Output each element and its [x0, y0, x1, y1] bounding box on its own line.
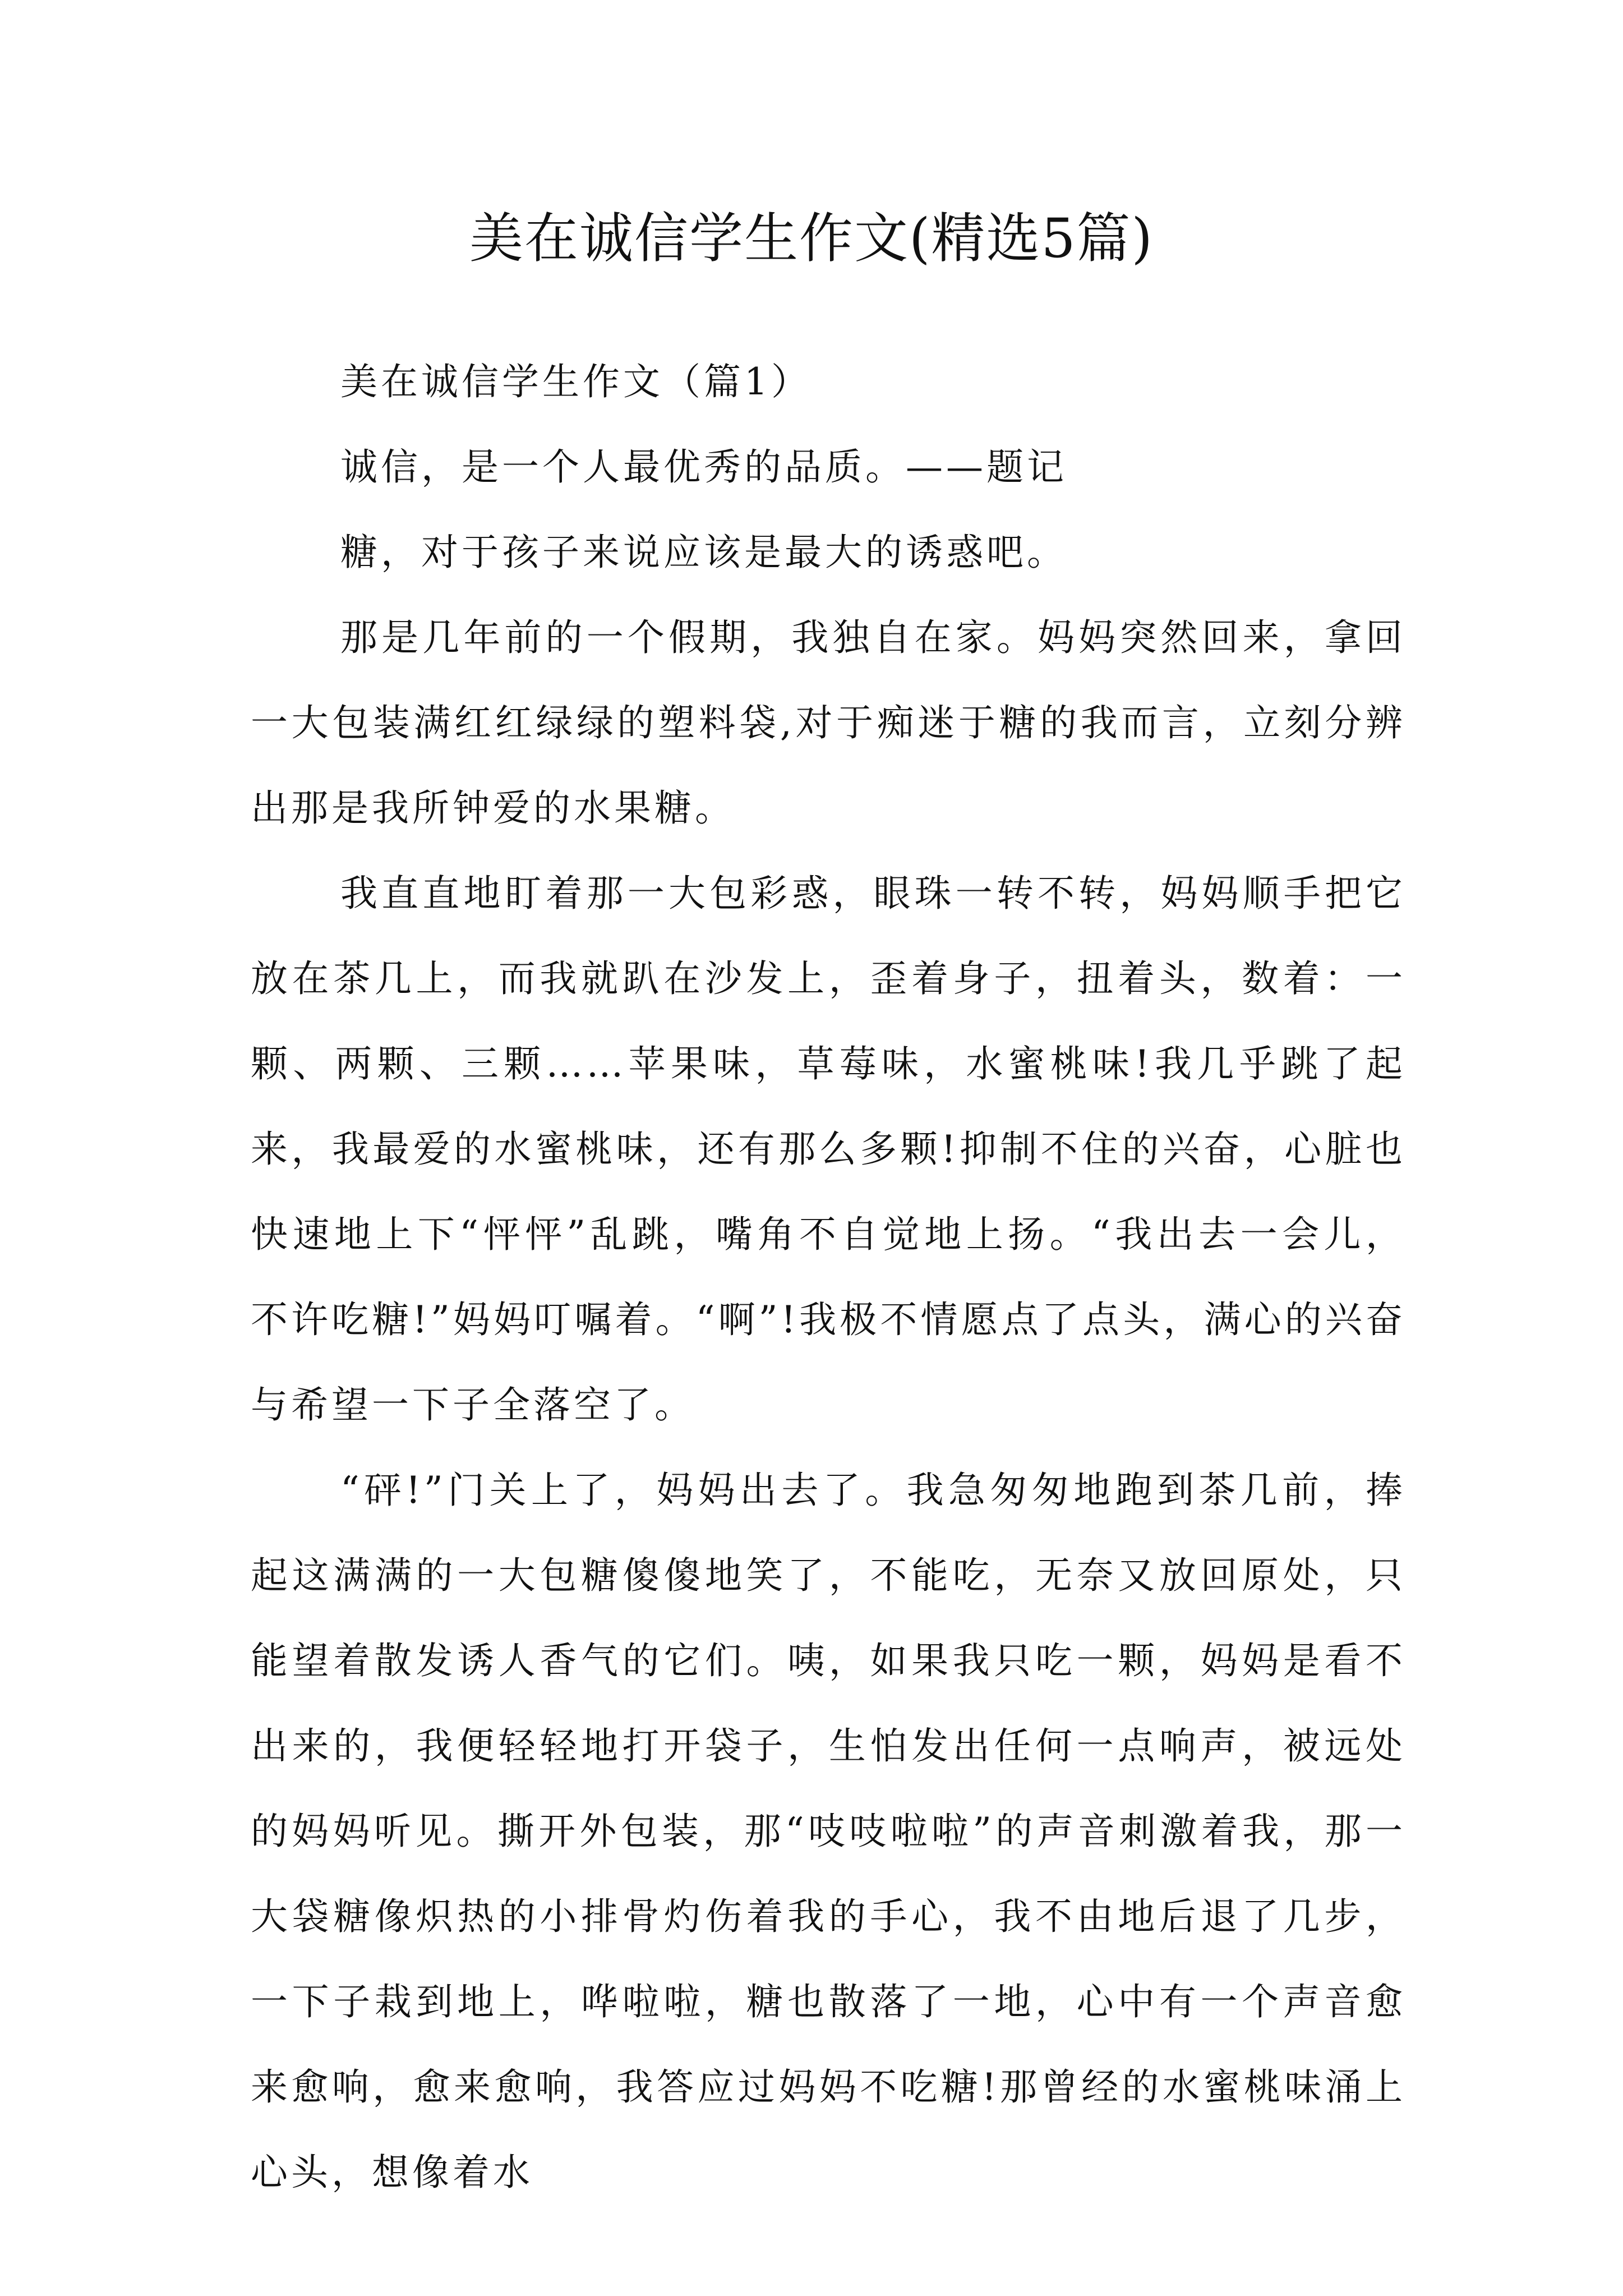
- document-title: 美在诚信学生作文(精选5篇): [469, 207, 1154, 270]
- paragraph: 那是几年前的一个假期，我独自在家。妈妈突然回来，拿回一大包装满红红绿绿的塑料袋,对于痴迷于糖的我而言，立刻分辨出那是我所钟爱的水果糖。: [251, 616, 1406, 830]
- paragraph: 糖，对于孩子来说应该是最大的诱惑吧。: [340, 531, 1067, 574]
- section-heading: 美在诚信学生作文（篇1）: [340, 360, 811, 403]
- paragraph: 诚信，是一个人最优秀的品质。——题记: [340, 445, 1067, 489]
- paragraph: 我直直地盯着那一大包彩惑，眼珠一转不转，妈妈顺手把它放在茶几上，而我就趴在沙发上，歪着身子，扭着头，数着：一颗、两颗、三颗……苹果味，草莓味，水蜜桃味!我几乎跳了起来，我最爱的水蜜桃味，还有那么多颗!抑制不住的兴奋，心脏也快速地上下“怦怦”乱跳，嘴角不自觉地上扬。“我出去一会儿，不许吃糖!”妈妈叮嘱着。“啊”!我极不情愿点了点头，满心的兴奋与希望一下子全落空了。: [251, 872, 1406, 1427]
- paragraph: “砰!”门关上了，妈妈出去了。我急匆匆地跑到茶几前，捧起这满满的一大包糖傻傻地笑了，不能吃，无奈又放回原处，只能望着散发诱人香气的它们。咦，如果我只吃一颗，妈妈是看不出来的，我便轻轻地打开袋子，生怕发出任何一点响声，被远处的妈妈听见。撕开外包装，那“吱吱啦啦”的声音刺激着我，那一大袋糖像炽热的小排骨灼伤着我的手心，我不由地后退了几步，一下子栽到地上，哗啦啦，糖也散落了一地，心中有一个声音愈来愈响，愈来愈响，我答应过妈妈不吃糖!那曾经的水蜜桃味涌上心头，想像着水: [251, 1469, 1406, 2194]
- document-body: [251, 339, 1406, 2215]
